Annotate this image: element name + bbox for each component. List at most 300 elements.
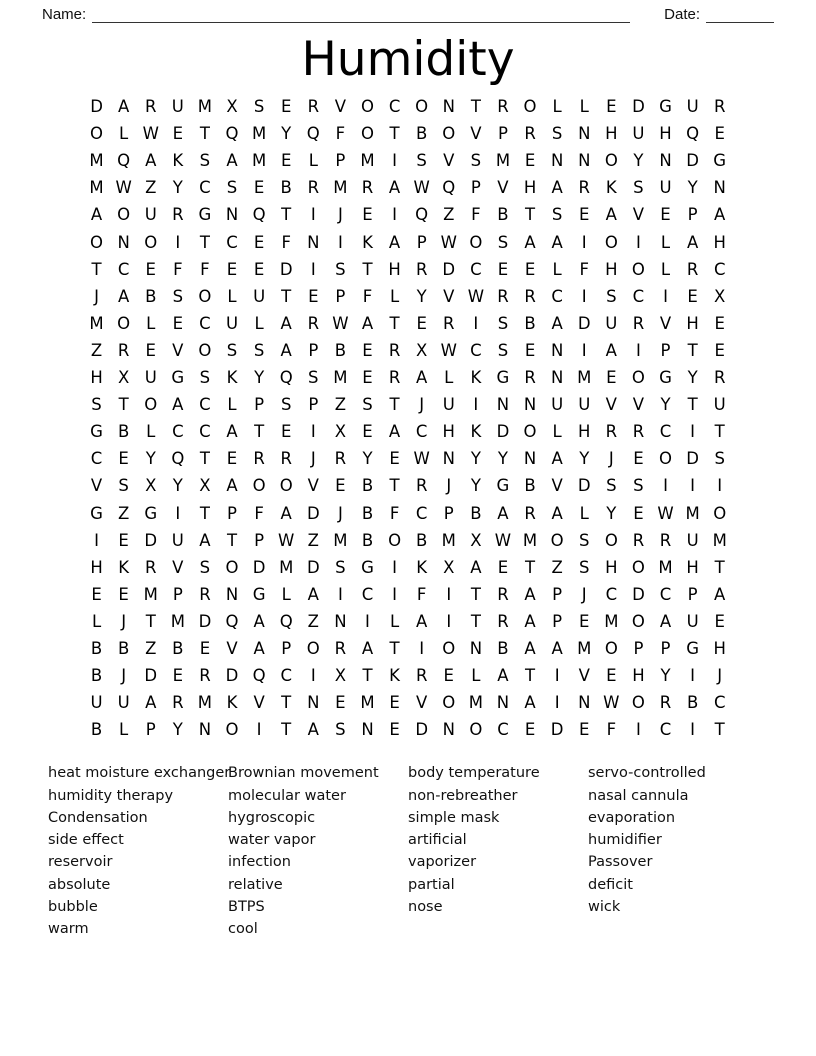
grid-cell: S — [714, 449, 725, 469]
grid-cell: O — [442, 124, 456, 144]
grid-cell: B — [686, 693, 699, 713]
grid-cell: M — [170, 611, 185, 631]
grid-cell: G — [659, 368, 672, 388]
grid-cell: A — [551, 449, 563, 469]
grid-cell: E — [497, 557, 509, 577]
grid-cell: O — [252, 476, 266, 496]
grid-cell: V — [90, 476, 103, 496]
grid-cell: D — [442, 259, 456, 279]
grid-cell: E — [308, 286, 319, 306]
grid-cell: P — [416, 232, 427, 252]
grid-cell: W — [115, 178, 132, 198]
grid-cell: T — [525, 666, 536, 686]
grid-cell: Z — [307, 530, 319, 550]
grid-cell: R — [388, 340, 401, 360]
grid-cell: Y — [497, 449, 508, 469]
grid-cell: D — [415, 720, 429, 740]
word-list-item: molecular water — [228, 787, 346, 804]
grid-cell: B — [90, 638, 103, 658]
grid-cell: H — [686, 313, 699, 333]
grid-cell: E — [389, 449, 400, 469]
grid-cell: L — [552, 422, 562, 442]
grid-cell: P — [254, 395, 265, 415]
grid-cell: O — [631, 557, 645, 577]
grid-cell: J — [446, 476, 452, 496]
date-blank-line — [706, 7, 774, 23]
grid-cell: F — [335, 124, 346, 144]
grid-cell: O — [117, 313, 131, 333]
grid-cell: A — [226, 422, 238, 442]
grid-cell: O — [279, 476, 293, 496]
grid-cell: L — [660, 259, 671, 279]
grid-cell: I — [663, 286, 668, 306]
grid-cell: X — [117, 368, 130, 388]
grid-cell: K — [226, 368, 238, 388]
grid-cell: A — [714, 205, 726, 225]
grid-cell: P — [660, 340, 671, 360]
grid-cell: R — [307, 313, 320, 333]
grid-cell: S — [578, 557, 590, 577]
grid-cell: G — [144, 503, 158, 523]
grid-cell: C — [199, 395, 211, 415]
grid-cell: K — [470, 422, 482, 442]
grid-cell: C — [199, 422, 211, 442]
grid-cell: C — [713, 693, 726, 713]
word-list-item: wick — [588, 899, 621, 916]
grid-cell: C — [199, 178, 211, 198]
grid-cell: H — [632, 666, 645, 686]
grid-cell: T — [389, 476, 400, 496]
grid-cell: I — [635, 340, 641, 360]
grid-cell: Q — [117, 151, 131, 171]
grid-cell: R — [334, 638, 347, 658]
grid-cell: D — [90, 97, 103, 117]
grid-cell: R — [307, 97, 320, 117]
grid-cell: D — [306, 503, 320, 523]
word-list-item: BTPS — [228, 899, 265, 916]
grid-cell: C — [90, 449, 103, 469]
grid-cell: K — [118, 557, 130, 577]
grid-cell: T — [281, 205, 292, 225]
grid-cell: P — [687, 205, 698, 225]
grid-cell: B — [497, 638, 509, 658]
grid-cell: J — [419, 395, 425, 415]
grid-cell: L — [552, 97, 562, 117]
word-list-item: nasal cannula — [588, 787, 689, 804]
grid-cell: A — [605, 205, 617, 225]
grid-cell: E — [579, 205, 590, 225]
grid-cell: W — [440, 340, 457, 360]
grid-cell: X — [334, 666, 347, 686]
grid-cell: L — [471, 666, 481, 686]
word-list-item: hygroscopic — [228, 809, 316, 826]
grid-cell: O — [604, 232, 618, 252]
grid-cell: D — [577, 313, 591, 333]
grid-cell: P — [552, 584, 563, 604]
grid-cell: J — [337, 503, 343, 523]
grid-cell: V — [172, 340, 184, 360]
grid-cell: N — [713, 178, 726, 198]
grid-cell: O — [713, 503, 727, 523]
grid-cell: V — [172, 557, 184, 577]
grid-cell: S — [335, 557, 346, 577]
grid-cell: F — [606, 720, 617, 740]
grid-cell: Q — [171, 449, 185, 469]
grid-cell: I — [446, 611, 452, 631]
grid-cell: C — [632, 286, 645, 306]
grid-cell: W — [332, 313, 349, 333]
grid-cell: R — [659, 693, 672, 713]
grid-cell: F — [416, 584, 427, 604]
grid-cell: L — [552, 259, 562, 279]
grid-cell: T — [714, 422, 725, 442]
grid-cell: P — [660, 638, 671, 658]
grid-cell: Y — [660, 395, 671, 415]
word-list-item: simple mask — [408, 809, 500, 826]
grid-cell: J — [94, 286, 99, 306]
grid-cell: I — [365, 611, 370, 631]
grid-cell: A — [524, 638, 536, 658]
grid-cell: Y — [606, 503, 617, 523]
grid-cell: B — [145, 286, 157, 306]
grid-cell: R — [117, 340, 130, 360]
grid-cell: Z — [307, 611, 319, 631]
grid-cell: D — [632, 97, 645, 117]
grid-cell: M — [89, 313, 104, 333]
grid-cell: O — [388, 530, 402, 550]
grid-cell: I — [581, 340, 587, 360]
word-list-column — [228, 762, 408, 940]
grid-cell: J — [608, 449, 614, 469]
grid-cell: R — [145, 97, 157, 117]
grid-cell: N — [659, 151, 672, 171]
word-list-item: servo-controlled — [588, 765, 706, 782]
grid-cell: N — [442, 97, 455, 117]
grid-cell: Q — [225, 124, 239, 144]
grid-cell: L — [227, 395, 237, 415]
grid-cell: H — [90, 368, 103, 388]
grid-cell: N — [523, 395, 537, 415]
grid-cell: K — [470, 368, 482, 388]
grid-cell: A — [605, 340, 617, 360]
grid-cell: O — [550, 530, 564, 550]
grid-cell: B — [361, 503, 374, 523]
grid-cell: P — [552, 611, 563, 631]
word-list-item: infection — [228, 854, 291, 871]
grid-cell: O — [306, 638, 320, 658]
grid-cell: I — [554, 693, 560, 713]
grid-cell: A — [551, 232, 563, 252]
grid-cell: F — [389, 503, 400, 523]
grid-cell: D — [252, 557, 266, 577]
grid-cell: S — [497, 340, 509, 360]
grid-cell: S — [578, 530, 590, 550]
grid-cell: C — [280, 666, 292, 686]
grid-cell: A — [551, 313, 563, 333]
grid-cell: C — [199, 313, 211, 333]
grid-cell: M — [577, 368, 592, 388]
grid-cell: Y — [362, 449, 373, 469]
grid-cell: M — [685, 503, 700, 523]
grid-cell: P — [497, 124, 508, 144]
grid-cell: A — [497, 666, 509, 686]
grid-cell: R — [497, 584, 509, 604]
grid-cell: U — [171, 530, 184, 550]
grid-cell: J — [717, 666, 723, 686]
grid-cell: C — [415, 503, 428, 523]
grid-cell: N — [578, 151, 591, 171]
grid-cell: V — [632, 395, 645, 415]
grid-cell: E — [280, 422, 292, 442]
grid-cell: M — [333, 178, 348, 198]
grid-cell: C — [388, 97, 401, 117]
grid-cell: A — [90, 205, 103, 225]
grid-cell: P — [308, 395, 319, 415]
grid-cell: K — [416, 557, 428, 577]
grid-cell: P — [281, 638, 292, 658]
grid-cell: H — [605, 124, 618, 144]
grid-cell: A — [659, 611, 672, 631]
grid-cell: T — [389, 124, 400, 144]
grid-cell: Q — [279, 611, 293, 631]
grid-cell: K — [226, 693, 238, 713]
grid-cell: C — [713, 259, 726, 279]
grid-cell: I — [663, 476, 668, 496]
grid-cell: S — [362, 395, 373, 415]
grid-cell: I — [175, 503, 181, 523]
grid-cell: E — [335, 476, 346, 496]
grid-cell: O — [604, 530, 618, 550]
grid-cell: Q — [252, 205, 266, 225]
grid-cell: A — [524, 232, 536, 252]
grid-cell: R — [361, 178, 374, 198]
grid-cell: T — [226, 530, 238, 550]
grid-cell: V — [470, 124, 482, 144]
grid-cell: L — [146, 313, 156, 333]
grid-cell: P — [687, 584, 698, 604]
grid-cell: A — [253, 638, 265, 658]
grid-cell: A — [551, 503, 563, 523]
grid-cell: R — [578, 178, 590, 198]
grid-cell: V — [659, 313, 672, 333]
grid-cell: T — [714, 720, 725, 740]
grid-cell: A — [361, 313, 374, 333]
grid-cell: A — [497, 503, 509, 523]
grid-cell: R — [497, 286, 509, 306]
grid-cell: E — [660, 205, 671, 225]
grid-cell: V — [443, 286, 455, 306]
grid-cell: Z — [551, 557, 563, 577]
grid-cell: E — [362, 422, 373, 442]
grid-cell: C — [117, 259, 130, 279]
grid-cell: O — [225, 720, 239, 740]
grid-cell: O — [90, 124, 104, 144]
grid-cell: M — [251, 124, 267, 144]
grid-cell: H — [686, 557, 699, 577]
grid-cell: P — [443, 503, 454, 523]
word-list-column — [48, 762, 231, 940]
word-list-item: artificial — [408, 832, 467, 849]
grid-cell: W — [440, 232, 457, 252]
grid-cell: D — [577, 476, 591, 496]
grid-cell: R — [524, 286, 536, 306]
grid-cell: U — [117, 693, 130, 713]
grid-cell: W — [413, 178, 430, 198]
grid-cell: W — [413, 449, 430, 469]
grid-cell: E — [226, 259, 238, 279]
word-list-item: Brownian movement — [228, 765, 379, 782]
grid-cell: E — [606, 97, 617, 117]
grid-cell: Y — [145, 449, 156, 469]
grid-cell: O — [604, 151, 618, 171]
grid-cell: O — [631, 259, 645, 279]
grid-cell: X — [145, 476, 157, 496]
grid-cell: A — [388, 422, 401, 442]
grid-cell: G — [198, 205, 212, 225]
grid-cell: L — [660, 232, 671, 252]
grid-cell: S — [497, 232, 509, 252]
grid-cell: P — [335, 151, 346, 171]
grid-cell: R — [334, 449, 347, 469]
word-list-item: vaporizer — [408, 854, 477, 871]
grid-cell: N — [361, 720, 374, 740]
grid-cell: S — [199, 368, 211, 388]
grid-cell: E — [443, 666, 454, 686]
grid-cell: G — [361, 557, 374, 577]
grid-cell: U — [632, 124, 645, 144]
grid-cell: N — [442, 720, 455, 740]
word-list-item: water vapor — [228, 832, 316, 849]
grid-cell: N — [550, 340, 564, 360]
grid-cell: T — [389, 395, 400, 415]
grid-cell: V — [416, 693, 428, 713]
grid-cell: D — [144, 666, 158, 686]
word-list-item: warm — [48, 921, 89, 938]
grid-cell: S — [226, 178, 238, 198]
grid-cell: X — [470, 530, 482, 550]
grid-cell: J — [121, 666, 127, 686]
grid-cell: E — [416, 313, 427, 333]
grid-cell: R — [307, 178, 320, 198]
grid-cell: P — [227, 503, 237, 523]
grid-cell: V — [578, 666, 590, 686]
grid-cell: E — [145, 259, 156, 279]
grid-cell: I — [446, 584, 452, 604]
grid-cell: A — [280, 313, 292, 333]
grid-cell: K — [172, 151, 184, 171]
grid-cell: V — [443, 151, 455, 171]
grid-cell: I — [690, 666, 696, 686]
grid-cell: D — [632, 584, 645, 604]
grid-cell: A — [551, 638, 563, 658]
grid-cell: U — [171, 97, 184, 117]
grid-cell: O — [144, 395, 158, 415]
grid-cell: S — [633, 178, 644, 198]
grid-cell: X — [443, 557, 455, 577]
grid-cell: F — [281, 232, 291, 252]
grid-cell: N — [578, 693, 591, 713]
grid-cell: M — [495, 151, 511, 171]
grid-cell: T — [281, 286, 292, 306]
grid-cell: T — [687, 340, 698, 360]
grid-cell: C — [470, 259, 482, 279]
grid-cell: T — [525, 557, 536, 577]
grid-cell: I — [256, 720, 262, 740]
grid-cell: C — [551, 286, 563, 306]
grid-cell: R — [686, 259, 699, 279]
grid-cell: B — [361, 530, 374, 550]
grid-cell: A — [145, 151, 157, 171]
grid-cell: W — [657, 503, 674, 523]
word-list-item: side effect — [48, 832, 124, 849]
grid-cell: S — [91, 395, 102, 415]
grid-cell: T — [714, 557, 725, 577]
grid-cell: I — [554, 666, 560, 686]
word-list-item: humidity therapy — [48, 787, 174, 804]
grid-cell: S — [172, 286, 184, 306]
grid-cell: E — [172, 124, 184, 144]
grid-cell: Y — [687, 178, 698, 198]
grid-cell: T — [281, 693, 292, 713]
grid-cell: F — [173, 259, 183, 279]
grid-cell: X — [334, 422, 347, 442]
grid-cell: K — [389, 666, 400, 686]
grid-cell: E — [280, 151, 292, 171]
grid-cell: D — [496, 422, 510, 442]
grid-cell: C — [659, 584, 672, 604]
grid-cell: E — [714, 611, 725, 631]
grid-cell: Y — [172, 178, 183, 198]
grid-cell: A — [145, 693, 157, 713]
grid-cell: I — [690, 476, 696, 496]
grid-cell: Y — [660, 666, 671, 686]
grid-cell: E — [606, 368, 617, 388]
grid-cell: R — [388, 368, 401, 388]
grid-cell: R — [659, 530, 672, 550]
grid-cell: E — [524, 720, 536, 740]
grid-cell: I — [392, 205, 398, 225]
grid-cell: B — [117, 638, 130, 658]
grid-cell: P — [254, 530, 265, 550]
grid-cell: D — [225, 666, 239, 686]
grid-cell: S — [280, 395, 292, 415]
grid-cell: T — [470, 97, 481, 117]
grid-cell: Q — [225, 611, 239, 631]
grid-cell: P — [308, 340, 319, 360]
grid-cell: V — [253, 693, 265, 713]
grid-cell: A — [307, 584, 319, 604]
grid-cell: F — [471, 205, 481, 225]
grid-cell: U — [686, 97, 699, 117]
grid-cell: S — [335, 259, 346, 279]
grid-cell: H — [90, 557, 103, 577]
grid-cell: S — [497, 313, 509, 333]
grid-cell: B — [524, 476, 536, 496]
grid-cell: N — [307, 232, 320, 252]
grid-cell: K — [362, 232, 373, 252]
grid-cell: Q — [686, 124, 700, 144]
grid-cell: Y — [470, 449, 481, 469]
grid-cell: M — [251, 151, 267, 171]
grid-cell: A — [686, 232, 699, 252]
word-list-item: body temperature — [408, 765, 540, 782]
grid-cell: S — [253, 340, 265, 360]
grid-cell: R — [172, 205, 184, 225]
grid-cell: W — [494, 530, 512, 550]
grid-cell: E — [687, 286, 698, 306]
grid-cell: I — [473, 395, 479, 415]
grid-cell: E — [389, 720, 400, 740]
